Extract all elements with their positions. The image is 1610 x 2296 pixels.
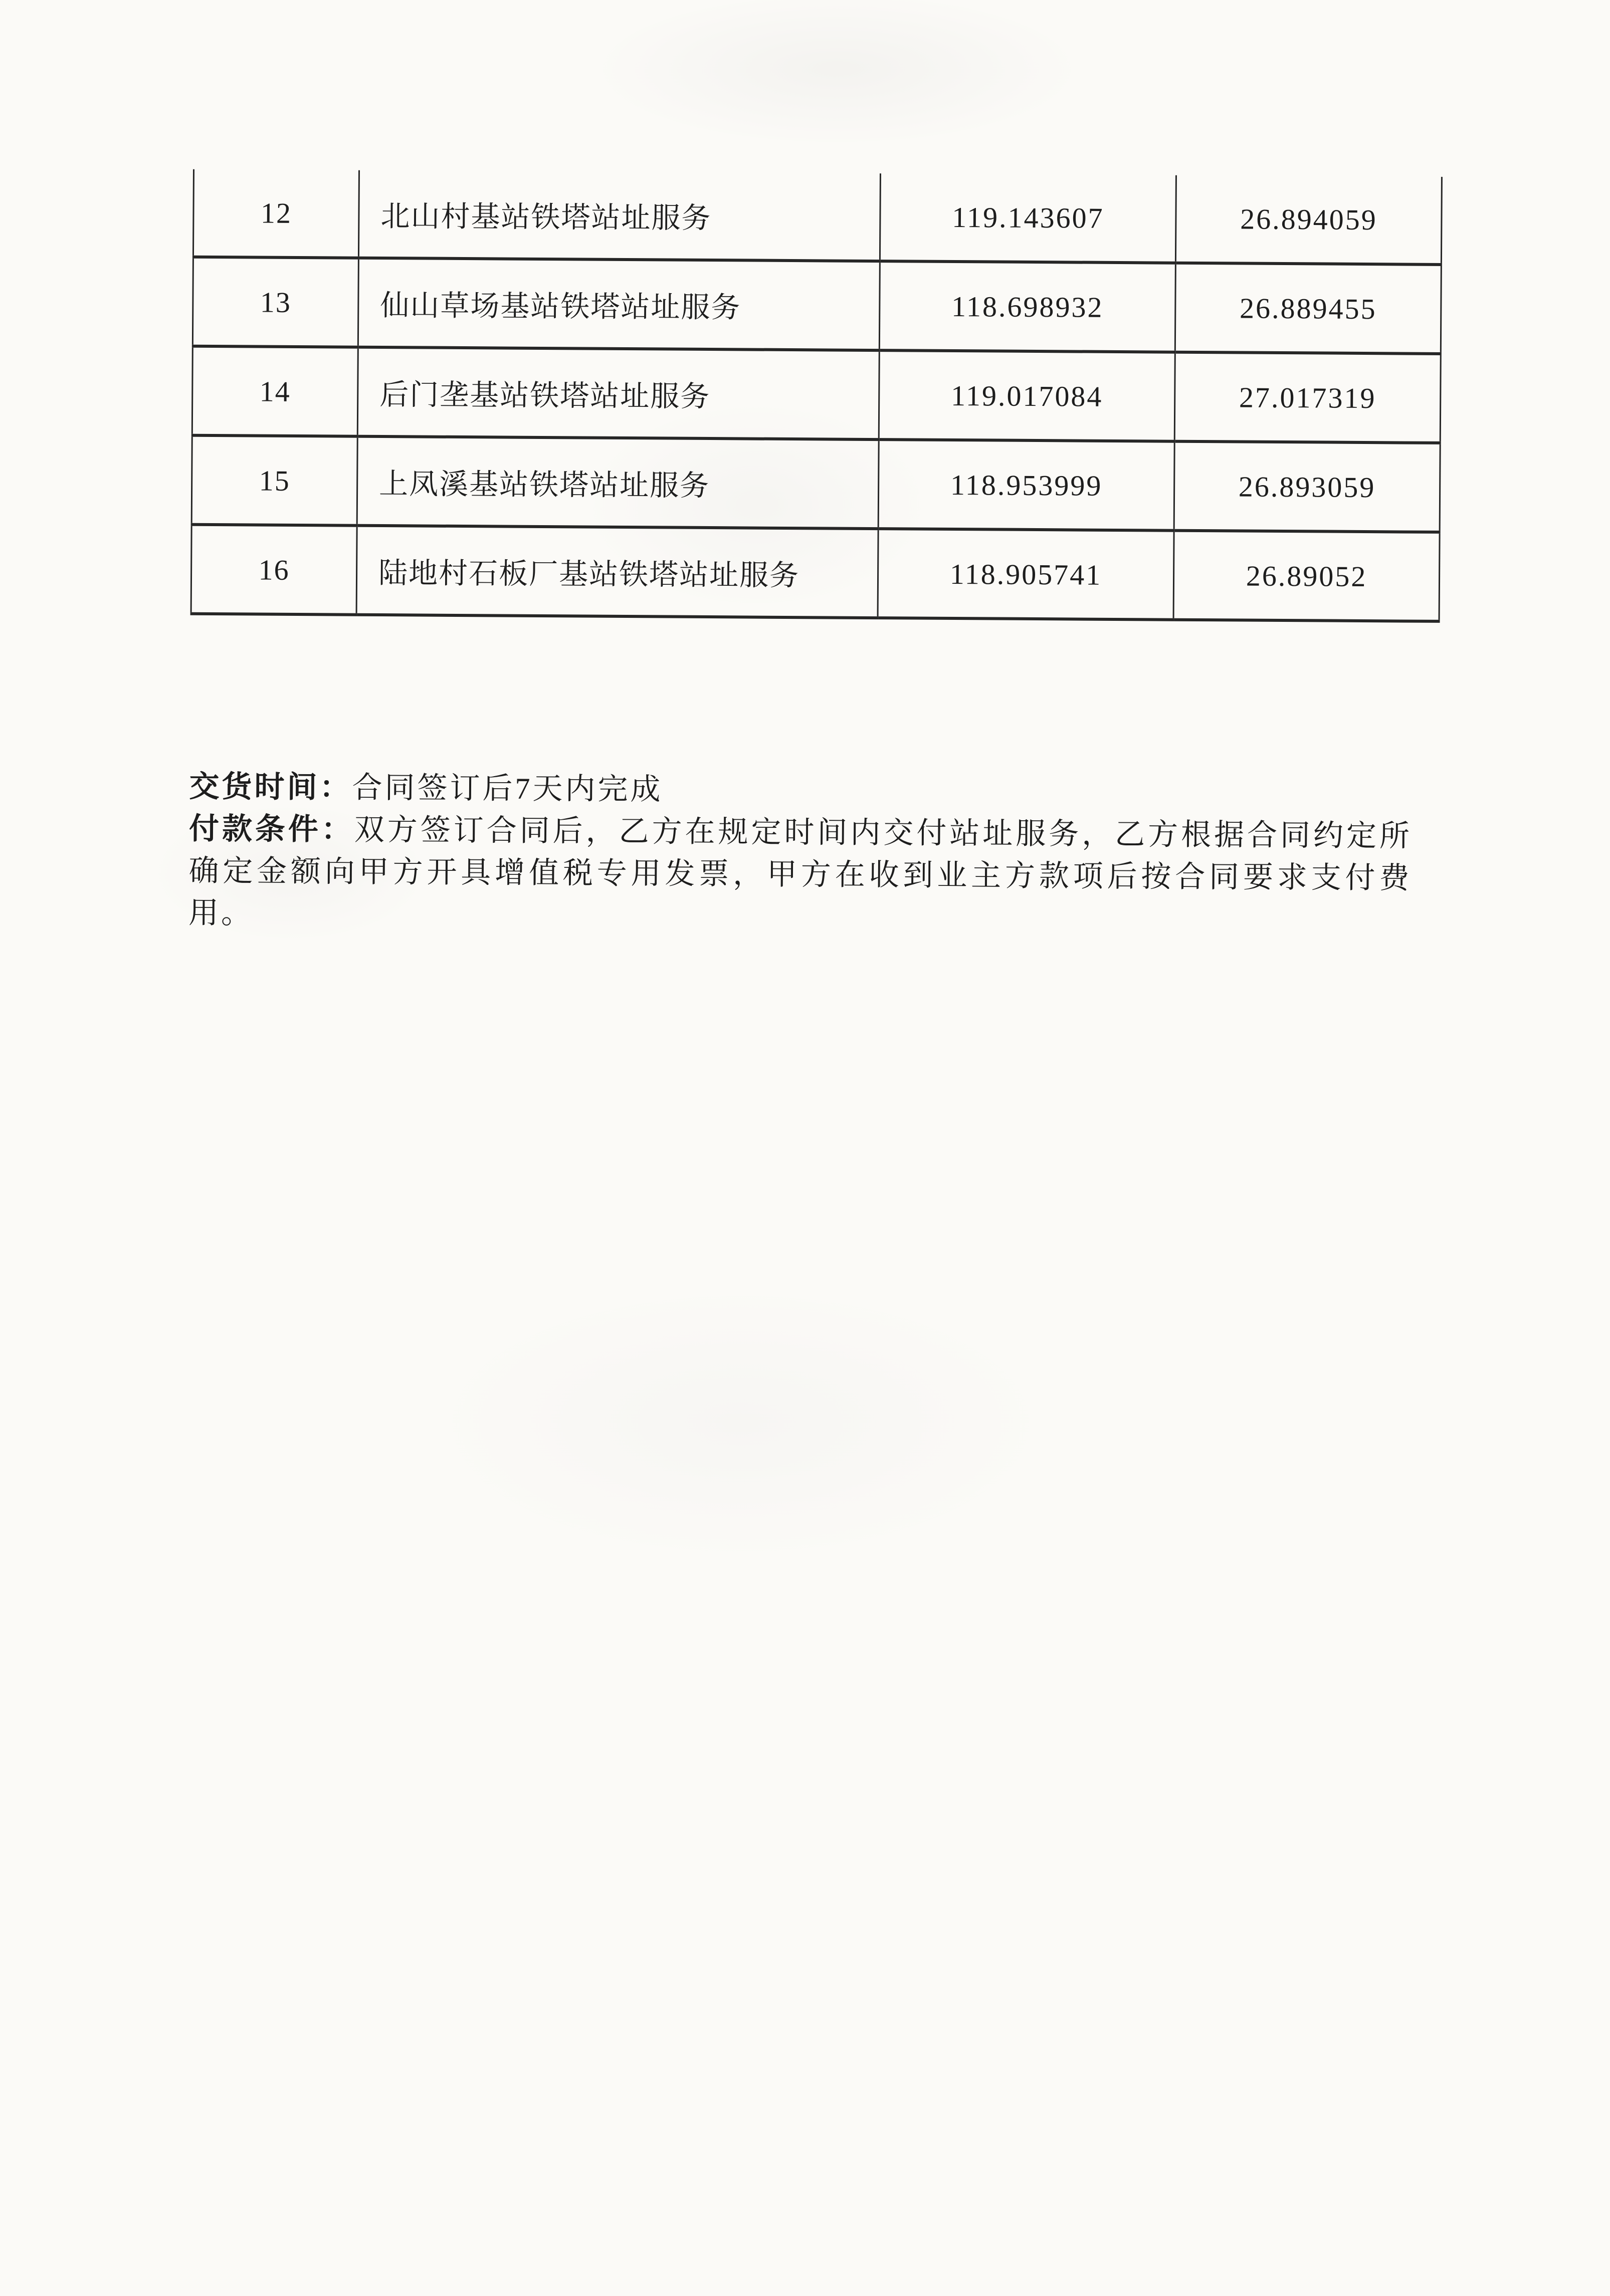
longitude-cell: 118.953999 bbox=[878, 439, 1174, 531]
row-index-cell: 16 bbox=[191, 525, 357, 615]
row-index-cell: 12 bbox=[193, 169, 359, 258]
page-content bbox=[188, 169, 1441, 942]
longitude-cell: 119.143607 bbox=[880, 173, 1176, 263]
row-index-cell: 14 bbox=[192, 346, 358, 436]
longitude-cell: 119.017084 bbox=[879, 350, 1175, 441]
payment-terms-label: 付款条件： bbox=[188, 812, 355, 846]
site-name-cell: 陆地村石板厂基站铁塔站址服务 bbox=[356, 526, 878, 618]
site-service-table bbox=[190, 169, 1443, 623]
latitude-cell: 26.889455 bbox=[1175, 263, 1441, 354]
delivery-time-text: 合同签订后7天内完成 bbox=[352, 771, 663, 806]
site-name-cell: 仙山草场基站铁塔站址服务 bbox=[358, 258, 880, 350]
row-index-cell: 13 bbox=[192, 257, 358, 347]
site-name-cell: 后门垄基站铁塔站址服务 bbox=[357, 347, 879, 439]
site-name-cell: 北山村基站铁塔站址服务 bbox=[358, 170, 880, 261]
site-name-cell: 上凤溪基站铁塔站址服务 bbox=[357, 436, 879, 529]
latitude-cell: 26.894059 bbox=[1175, 175, 1442, 265]
terms-section bbox=[188, 766, 1413, 942]
table-row bbox=[191, 525, 1440, 621]
latitude-cell: 26.89052 bbox=[1173, 531, 1440, 621]
latitude-cell: 26.893059 bbox=[1174, 441, 1440, 532]
longitude-cell: 118.905741 bbox=[878, 529, 1174, 620]
table-row bbox=[192, 257, 1441, 354]
payment-terms-text: 双方签订合同后，乙方在规定时间内交付站址服务，乙方根据合同约定所确定金额向甲方开具增值税专用发票，甲方在收到业主方款项后按合同要求支付费用。 bbox=[188, 813, 1413, 930]
table-row bbox=[192, 346, 1441, 443]
longitude-cell: 118.698932 bbox=[879, 261, 1175, 352]
table-row bbox=[193, 169, 1442, 265]
delivery-time-label: 交货时间： bbox=[189, 770, 352, 804]
table-row bbox=[191, 435, 1440, 532]
delivery-time-line bbox=[189, 766, 1412, 815]
payment-terms-paragraph bbox=[188, 808, 1412, 942]
latitude-cell: 27.017319 bbox=[1174, 352, 1441, 443]
row-index-cell: 15 bbox=[191, 435, 357, 526]
